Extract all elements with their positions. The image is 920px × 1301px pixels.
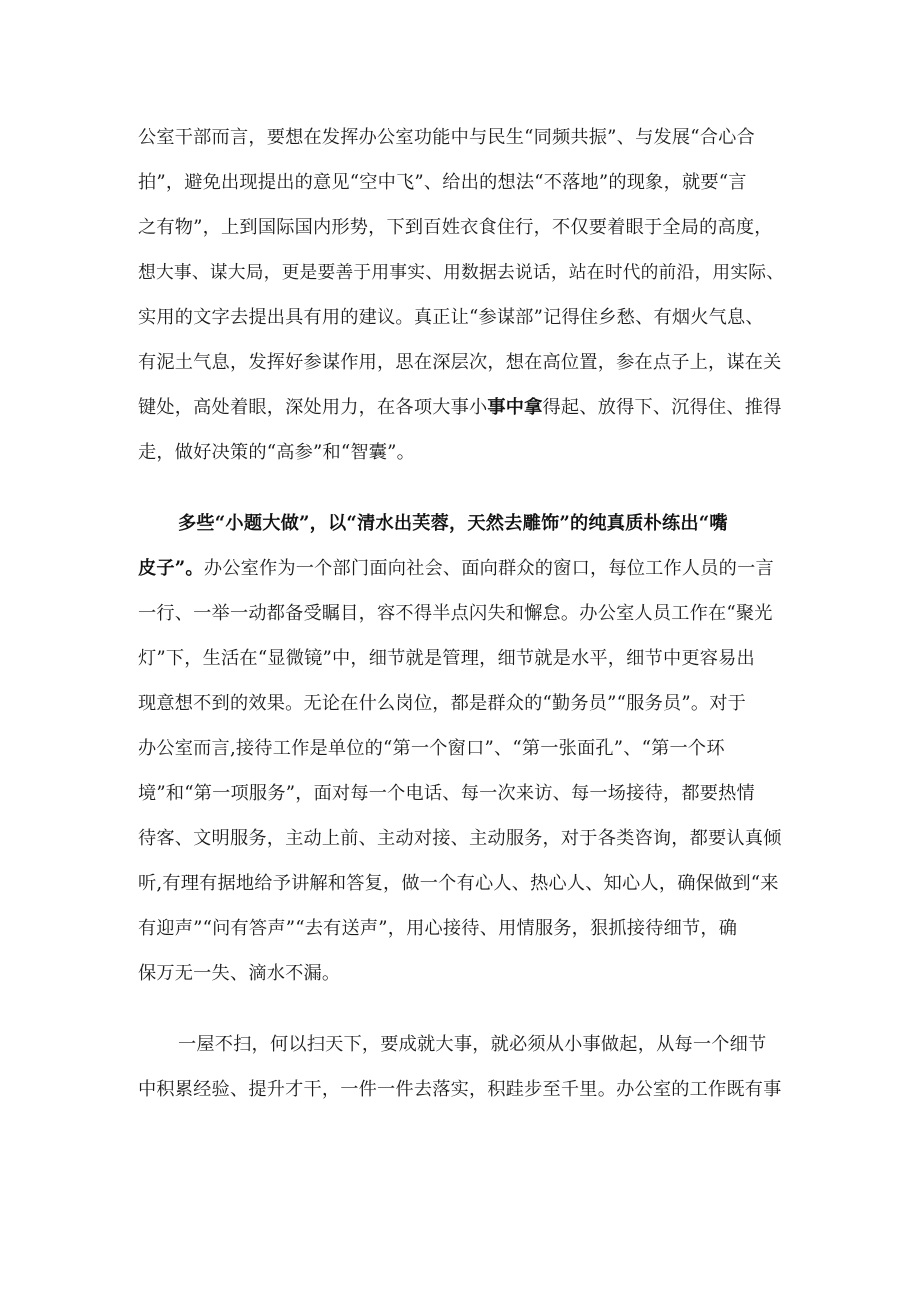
paragraph-2-line-7: 境”和“第一项服务”，面对每一个电话、每一次来访、每一场接待，都要热情 — [138, 783, 755, 804]
paragraph-2-line-2 — [138, 554, 774, 584]
paragraph-1-line-7 — [138, 393, 782, 423]
paragraph-1-line-6: 有泥土气息，发挥好参谋作用，思在深层次，想在高位置，参在点子上，谋在关 — [138, 352, 782, 373]
paragraph-1-line-7-bold: 事中拿 — [487, 397, 543, 418]
paragraph-3-line-1: 一屋不扫，何以扫天下，要成就大事，就必须从小事做起，从每一个细节 — [178, 1034, 767, 1055]
paragraph-1-line-1: 公室干部而言，要想在发挥办公室功能中与民生“同频共振”、与发展“合心合 — [138, 127, 755, 148]
paragraph-1-line-7-before: 键处，高处着眼，深处用力，在各项大事小 — [138, 397, 488, 418]
paragraph-1-line-8: 走，做好决策的“高参”和“智囊”。 — [138, 442, 416, 463]
paragraph-1-line-4: 想大事、谋大局，更是要善于用事实、用数据去说话，站在时代的前沿，用实际、 — [138, 263, 785, 283]
paragraph-1-line-3: 之有物”，上到国际国内形势，下到百姓衣食住行，不仅要着眼于全局的高度， — [138, 217, 773, 238]
paragraph-2-line-4: 灯”下，生活在“显微镜”中，细节就是管理，细节就是水平，细节中更容易出 — [138, 648, 755, 669]
paragraph-2-line-5: 现意想不到的效果。无论在什么岗位，都是群众的“勤务员”“服务员”。对于 — [138, 693, 747, 714]
paragraph-2-line-10: 有迎声”“问有答声”“去有送声”，用心接待、用情服务，狠抓接待细节，确 — [138, 918, 738, 939]
paragraph-1-line-5: 实用的文字去提出具有用的建议。真正让“参谋部”记得住乡愁、有烟火气息、 — [138, 307, 764, 328]
paragraph-2-line-9: 听,有理有据地给予讲解和答复，做一个有心人、热心人、知心人，确保做到“来 — [138, 873, 779, 894]
paragraph-3-line-2: 中积累经验、提升才干，一件一件去落实，积跬步至千里。办公室的工作既有事 — [138, 1079, 782, 1100]
paragraph-1-line-2: 拍”，避免出现提出的意见“空中飞”、给出的想法“不落地”的现象，就要“言 — [138, 172, 747, 193]
paragraph-2-heading-line-2-bold: 皮子”。 — [138, 558, 204, 579]
paragraph-2-line-11: 保万无一失、滴水不漏。 — [138, 963, 341, 984]
paragraph-2-line-6: 办公室而言,接待工作是单位的“第一个窗口”、“第一张面孔”、“第一个环 — [138, 738, 725, 759]
paragraph-2-line-3: 一行、一举一动都备受瞩目，容不得半点闪失和懈怠。办公室人员工作在“聚光 — [138, 603, 773, 624]
paragraph-2-heading-line-1: 多些“小题大做”，以“清水出芙蓉，天然去雕饰”的纯真质朴练出“嘴 — [178, 513, 728, 534]
paragraph-2-heading-line-2-rest: 办公室作为一个部门面向社会、面向群众的窗口，每位工作人员的一言 — [203, 558, 774, 579]
paragraph-1-line-7-after: 得起、放得下、沉得住、推得 — [542, 397, 782, 418]
paragraph-2-line-8: 待客、文明服务，主动上前、主动对接、主动服务，对于各类咨询，都要认真倾 — [138, 828, 782, 849]
